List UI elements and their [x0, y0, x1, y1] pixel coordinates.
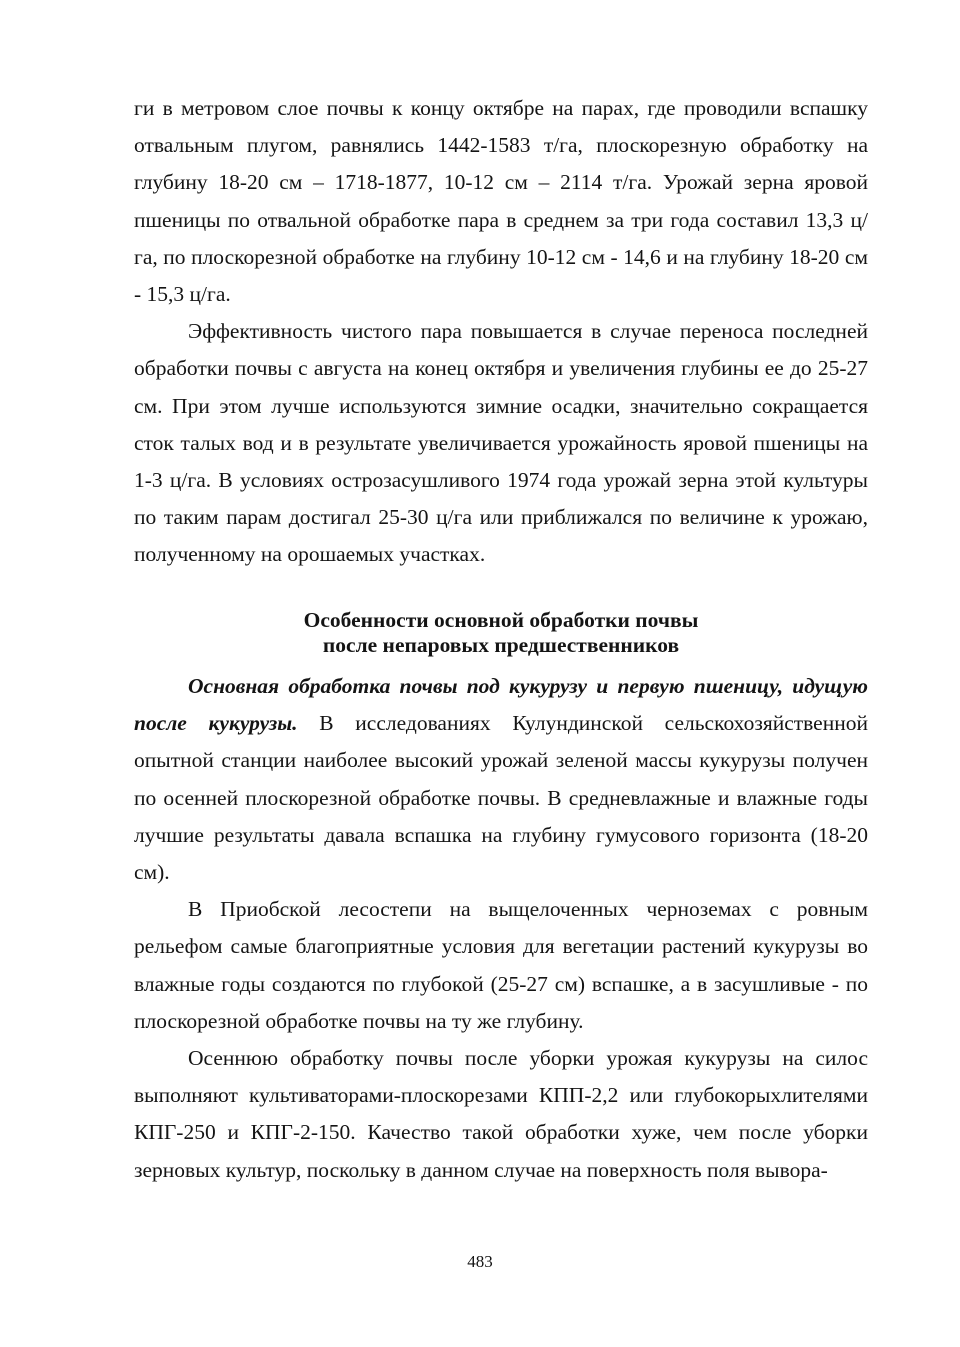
page-number: 483 — [467, 1252, 493, 1271]
section-block — [134, 608, 868, 1189]
section-heading — [134, 608, 868, 658]
paragraph-lead-rest: В исследованиях Кулундинской сельскохозяйственной опытной станции наиболее высокий урожай зеленой массы кукурузы получен по осенней плоскорезной обработке почвы. В средневлажные и влажные годы лучшие результаты давала вспашка на глубину гумусового горизонта (18-20 см). — [134, 711, 868, 885]
paragraph-forest-steppe: В Приобской лесостепи на выщелоченных черноземах с ровным рельефом самые благоприятные условия для вегетации растений кукурузы во влажные годы создаются по глубокой (25-27 см) вспашке, а в засушливые - по плоскорезной обработке почвы на ту же глубину. — [134, 897, 868, 1033]
paragraph-autumn-tillage: Осеннюю обработку почвы после уборки урожая кукурузы на силос выполняют культиваторами-плоскорезами КПП-2,2 или глубокорыхлителями КПГ-250 и КПГ-2-150. Качество такой обработки хуже, чем после уборки зерновых культур, поскольку в данном случае на поверхность поля вывора- — [134, 1046, 868, 1182]
paragraph-continuation: ги в метровом слое почвы к концу октябре на парах, где проводили вспашку отвальным плугом, равнялись 1442-1583 т/га, плоскорезную обработку на глубину 18-20 см – 1718-1877, 10-12 см – 2114 т/га. Урожай зерна яровой пшеницы по отвальной обработке пара в среднем за три года составил 13,3 ц/га, по плоскорезной обработке на глубину 10-12 см - 14,6 и на глубину 18-20 см - 15,3 ц/га. — [134, 96, 868, 307]
paragraph-corn-tillage — [134, 668, 868, 891]
paragraph-clean-fallow: Эффективность чистого пара повышается в случае переноса последней обработки почвы с августа на конец октября и увеличения глубины ее до 25-27 см. При этом лучше используются зимние осадки, значительно сокращается сток талых вод и в результате увеличивается урожайность яровой пшеницы на 1-3 ц/га. В условиях острозасушливого 1974 года урожай зерна этой культуры по таким парам достигал 25-30 ц/га или приближался по величине к урожаю, полученному на орошаемых участках. — [134, 319, 868, 567]
section-heading-line-1: Особенности основной обработки почвы — [303, 608, 699, 632]
section-heading-line-2: после непаровых предшественников — [322, 633, 680, 657]
body-text-top — [134, 90, 868, 574]
paragraph-lead-italic: Основная обработка почвы под кукурузу и первую пшеницу, идущую после кукурузы. — [134, 674, 868, 736]
